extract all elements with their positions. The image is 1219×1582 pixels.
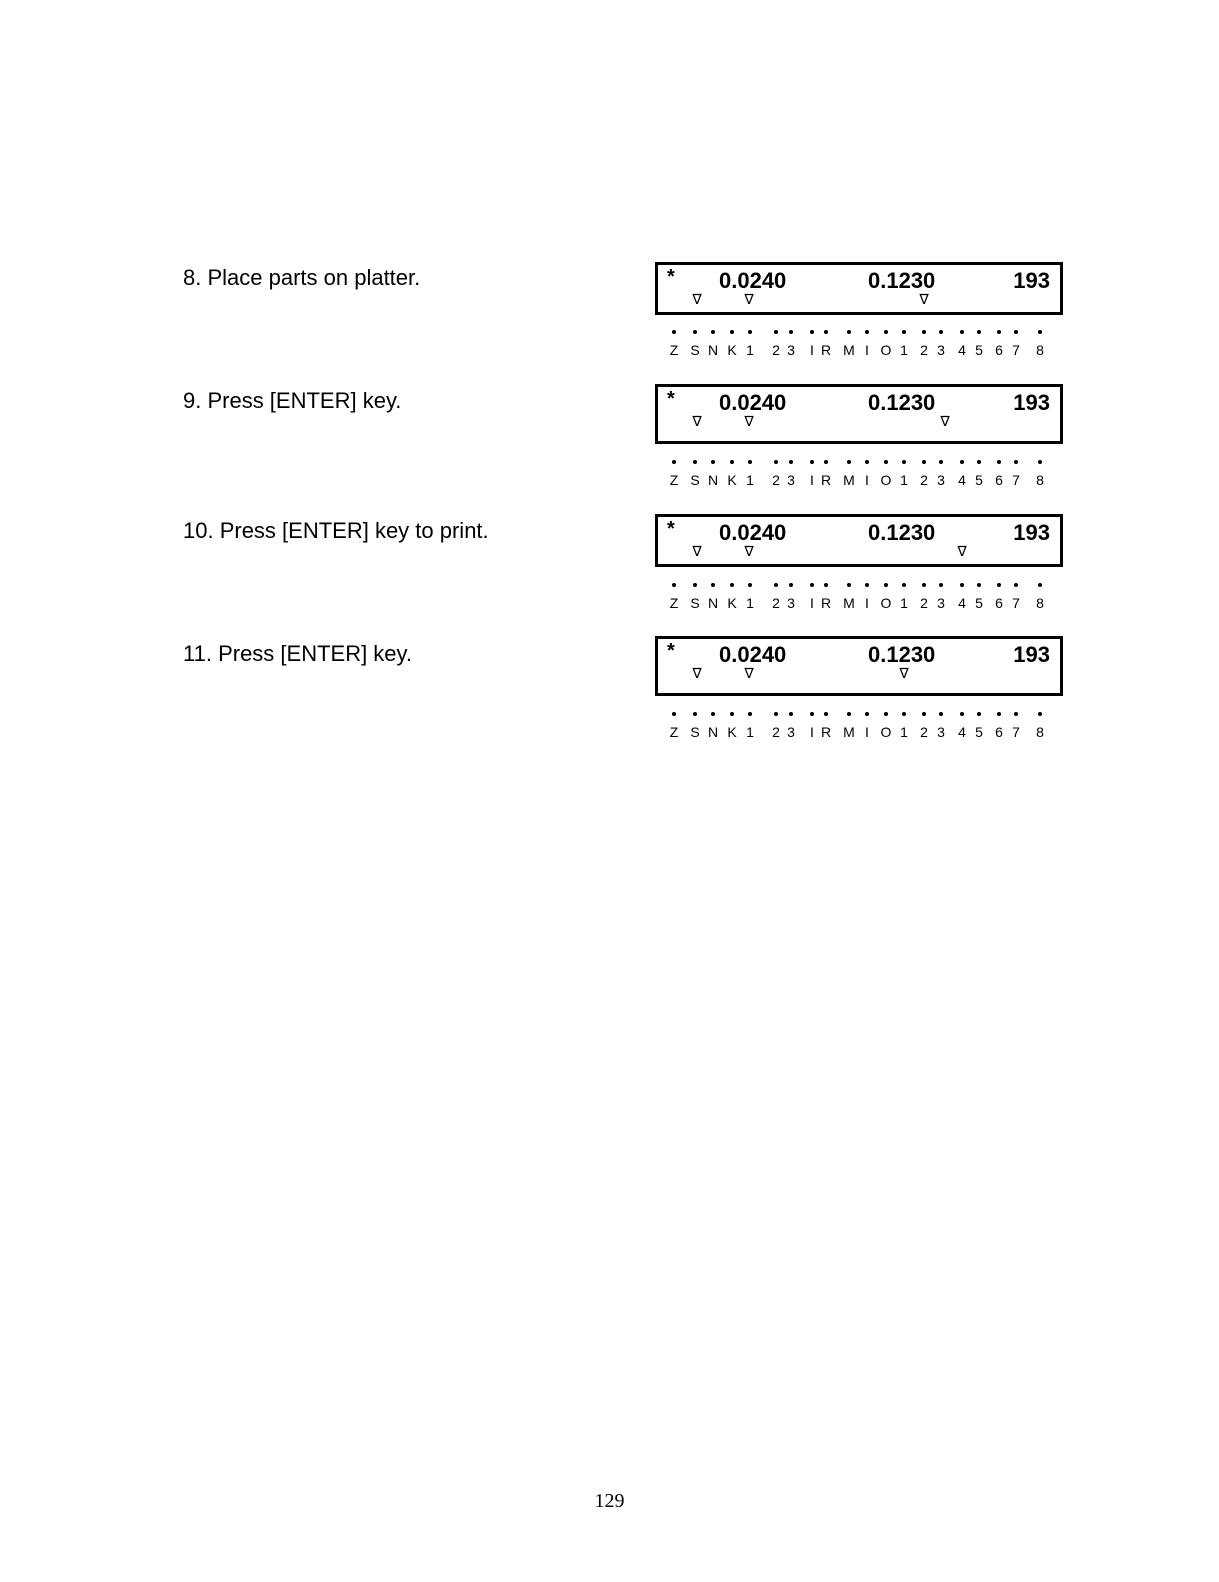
indicator-marker-icon: ∇ <box>957 544 967 560</box>
indicator-label: 6 <box>995 472 1003 488</box>
indicator-dot <box>810 330 814 334</box>
indicator-dot <box>997 583 1001 587</box>
indicator-marker-icon: ∇ <box>692 292 702 308</box>
indicator-dot <box>922 330 926 334</box>
indicator-label: 2 <box>920 595 928 611</box>
indicator-dot <box>748 330 752 334</box>
indicator-dot <box>730 460 734 464</box>
indicator-dot <box>789 712 793 716</box>
indicator-label: Z <box>669 595 679 611</box>
indicator-label: 6 <box>995 724 1003 740</box>
indicator-marker-icon: ∇ <box>692 544 702 560</box>
indicator-label: O <box>880 724 892 740</box>
indicator-dot <box>922 712 926 716</box>
indicator-dot <box>693 460 697 464</box>
indicator-dot <box>774 712 778 716</box>
indicator-label: 5 <box>975 342 983 358</box>
indicator-legend <box>660 712 1060 752</box>
indicator-label: I <box>865 472 869 488</box>
indicator-marker-icon: ∇ <box>744 414 754 430</box>
indicator-label: Z <box>669 724 679 740</box>
indicator-label: I <box>810 595 814 611</box>
page-number: 129 <box>594 1490 625 1512</box>
indicator-dot <box>1014 583 1018 587</box>
indicator-label: 1 <box>900 595 908 611</box>
lcd-unit-weight: 0.0240 <box>719 520 787 545</box>
indicator-label: I <box>810 724 814 740</box>
indicator-label: 4 <box>958 342 966 358</box>
indicator-dot <box>977 583 981 587</box>
indicator-marker-icon: ∇ <box>919 292 929 308</box>
indicator-label: 4 <box>958 595 966 611</box>
indicator-dot <box>730 330 734 334</box>
lcd-unit-weight: 0.0240 <box>719 268 787 293</box>
indicator-label: 1 <box>900 724 908 740</box>
lcd-count: 193 <box>1013 520 1050 545</box>
step-instruction: 11. Press [ENTER] key. <box>183 641 413 666</box>
indicator-label: M <box>843 472 855 488</box>
indicator-dot <box>960 330 964 334</box>
indicator-dot <box>939 330 943 334</box>
indicator-dot <box>847 330 851 334</box>
lcd-unit-weight: 0.0240 <box>719 390 787 415</box>
indicator-marker-icon: ∇ <box>940 414 950 430</box>
indicator-legend <box>660 460 1060 500</box>
indicator-label: I <box>865 595 869 611</box>
indicator-label: R <box>820 595 832 611</box>
indicator-label: 6 <box>995 595 1003 611</box>
indicator-marker-icon: ∇ <box>692 414 702 430</box>
indicator-label: 8 <box>1036 724 1044 740</box>
indicator-label: 3 <box>937 595 945 611</box>
indicator-dot <box>847 460 851 464</box>
indicator-dot <box>902 460 906 464</box>
indicator-dot <box>902 330 906 334</box>
indicator-label: S <box>690 472 700 488</box>
indicator-label: 3 <box>937 472 945 488</box>
indicator-label: 7 <box>1012 472 1020 488</box>
indicator-dot <box>884 460 888 464</box>
indicator-dot <box>960 583 964 587</box>
indicator-label: S <box>690 342 700 358</box>
indicator-dot <box>789 460 793 464</box>
indicator-dot <box>939 712 943 716</box>
indicator-label: K <box>727 342 737 358</box>
indicator-label: 3 <box>787 472 795 488</box>
indicator-label: Z <box>669 472 679 488</box>
indicator-label: 7 <box>1012 342 1020 358</box>
indicator-dot <box>1038 712 1042 716</box>
indicator-dot <box>1038 330 1042 334</box>
indicator-label: 1 <box>900 472 908 488</box>
indicator-dot <box>922 583 926 587</box>
indicator-label: 2 <box>772 342 780 358</box>
indicator-dot <box>1014 460 1018 464</box>
indicator-dot <box>693 330 697 334</box>
indicator-dot <box>789 583 793 587</box>
indicator-label: 5 <box>975 724 983 740</box>
indicator-dot <box>977 330 981 334</box>
indicator-label: 8 <box>1036 342 1044 358</box>
indicator-label: 5 <box>975 595 983 611</box>
indicator-dot <box>711 712 715 716</box>
indicator-label: 4 <box>958 724 966 740</box>
lcd-display <box>655 384 1063 444</box>
indicator-label: N <box>707 472 719 488</box>
indicator-label: K <box>727 472 737 488</box>
indicator-dot <box>748 460 752 464</box>
indicator-label: O <box>880 342 892 358</box>
indicator-label: N <box>707 342 719 358</box>
indicator-label: 4 <box>958 472 966 488</box>
indicator-dot <box>730 712 734 716</box>
indicator-label: 2 <box>772 472 780 488</box>
indicator-label: 2 <box>920 724 928 740</box>
indicator-dot <box>939 583 943 587</box>
indicator-dot <box>977 460 981 464</box>
lcd-display <box>655 262 1063 315</box>
indicator-label: 1 <box>900 342 908 358</box>
indicator-label: 2 <box>772 724 780 740</box>
lcd-star: * <box>667 266 675 288</box>
indicator-dot <box>1014 330 1018 334</box>
indicator-dot <box>748 712 752 716</box>
indicator-label: R <box>820 342 832 358</box>
indicator-label: I <box>810 342 814 358</box>
indicator-legend <box>660 330 1060 370</box>
lcd-total-weight: 0.1230 <box>868 390 936 415</box>
indicator-label: 2 <box>772 595 780 611</box>
indicator-dot <box>939 460 943 464</box>
indicator-label: 3 <box>787 595 795 611</box>
indicator-dot <box>1038 460 1042 464</box>
indicator-label: Z <box>669 342 679 358</box>
indicator-label: 1 <box>746 472 754 488</box>
indicator-dot <box>810 712 814 716</box>
indicator-marker-icon: ∇ <box>692 666 702 682</box>
indicator-label: 2 <box>920 472 928 488</box>
indicator-label: S <box>690 724 700 740</box>
indicator-label: M <box>843 595 855 611</box>
indicator-dot <box>824 583 828 587</box>
indicator-label: N <box>707 724 719 740</box>
indicator-marker-icon: ∇ <box>744 544 754 560</box>
indicator-dot <box>847 583 851 587</box>
indicator-dot <box>810 460 814 464</box>
indicator-label: I <box>865 342 869 358</box>
indicator-dot <box>865 712 869 716</box>
indicator-dot <box>810 583 814 587</box>
indicator-dot <box>824 712 828 716</box>
lcd-total-weight: 0.1230 <box>868 268 936 293</box>
lcd-star: * <box>667 640 675 662</box>
indicator-dot <box>1014 712 1018 716</box>
indicator-label: M <box>843 724 855 740</box>
indicator-label: 1 <box>746 595 754 611</box>
indicator-label: 3 <box>937 342 945 358</box>
step-instruction: 10. Press [ENTER] key to print. <box>183 518 489 543</box>
indicator-dot <box>902 712 906 716</box>
indicator-dot <box>997 460 1001 464</box>
lcd-count: 193 <box>1013 390 1050 415</box>
lcd-star: * <box>667 388 675 410</box>
indicator-label: O <box>880 595 892 611</box>
indicator-dot <box>865 460 869 464</box>
indicator-label: 3 <box>787 342 795 358</box>
indicator-label: K <box>727 595 737 611</box>
indicator-dot <box>865 330 869 334</box>
lcd-display <box>655 636 1063 696</box>
indicator-dot <box>847 712 851 716</box>
indicator-dot <box>884 330 888 334</box>
indicator-dot <box>884 712 888 716</box>
lcd-total-weight: 0.1230 <box>868 642 936 667</box>
indicator-label: 1 <box>746 724 754 740</box>
indicator-label: 8 <box>1036 472 1044 488</box>
indicator-label: 6 <box>995 342 1003 358</box>
indicator-dot <box>824 330 828 334</box>
indicator-label: 2 <box>920 342 928 358</box>
indicator-label: K <box>727 724 737 740</box>
lcd-display <box>655 514 1063 567</box>
indicator-dot <box>774 330 778 334</box>
indicator-dot <box>693 583 697 587</box>
indicator-dot <box>711 583 715 587</box>
indicator-dot <box>693 712 697 716</box>
indicator-marker-icon: ∇ <box>899 666 909 682</box>
indicator-dot <box>865 583 869 587</box>
indicator-label: 3 <box>937 724 945 740</box>
indicator-dot <box>672 460 676 464</box>
step-instruction: 9. Press [ENTER] key. <box>183 388 402 413</box>
lcd-total-weight: 0.1230 <box>868 520 936 545</box>
indicator-label: 7 <box>1012 595 1020 611</box>
lcd-count: 193 <box>1013 642 1050 667</box>
indicator-dot <box>997 712 1001 716</box>
indicator-dot <box>672 583 676 587</box>
indicator-dot <box>960 712 964 716</box>
indicator-dot <box>730 583 734 587</box>
indicator-label: 1 <box>746 342 754 358</box>
step-instruction: 8. Place parts on platter. <box>183 265 421 290</box>
lcd-count: 193 <box>1013 268 1050 293</box>
indicator-label: R <box>820 472 832 488</box>
indicator-label: I <box>810 472 814 488</box>
lcd-star: * <box>667 518 675 540</box>
indicator-dot <box>672 712 676 716</box>
indicator-label: 5 <box>975 472 983 488</box>
indicator-marker-icon: ∇ <box>744 292 754 308</box>
indicator-dot <box>672 330 676 334</box>
lcd-unit-weight: 0.0240 <box>719 642 787 667</box>
indicator-dot <box>902 583 906 587</box>
indicator-dot <box>748 583 752 587</box>
indicator-dot <box>711 460 715 464</box>
indicator-label: O <box>880 472 892 488</box>
indicator-label: I <box>865 724 869 740</box>
indicator-dot <box>960 460 964 464</box>
indicator-dot <box>922 460 926 464</box>
indicator-legend <box>660 583 1060 623</box>
indicator-label: M <box>843 342 855 358</box>
indicator-label: N <box>707 595 719 611</box>
indicator-label: R <box>820 724 832 740</box>
indicator-label: 7 <box>1012 724 1020 740</box>
indicator-label: 3 <box>787 724 795 740</box>
indicator-dot <box>789 330 793 334</box>
indicator-dot <box>711 330 715 334</box>
indicator-label: 8 <box>1036 595 1044 611</box>
indicator-label: S <box>690 595 700 611</box>
indicator-marker-icon: ∇ <box>744 666 754 682</box>
indicator-dot <box>977 712 981 716</box>
indicator-dot <box>997 330 1001 334</box>
indicator-dot <box>774 583 778 587</box>
indicator-dot <box>824 460 828 464</box>
indicator-dot <box>774 460 778 464</box>
indicator-dot <box>884 583 888 587</box>
indicator-dot <box>1038 583 1042 587</box>
